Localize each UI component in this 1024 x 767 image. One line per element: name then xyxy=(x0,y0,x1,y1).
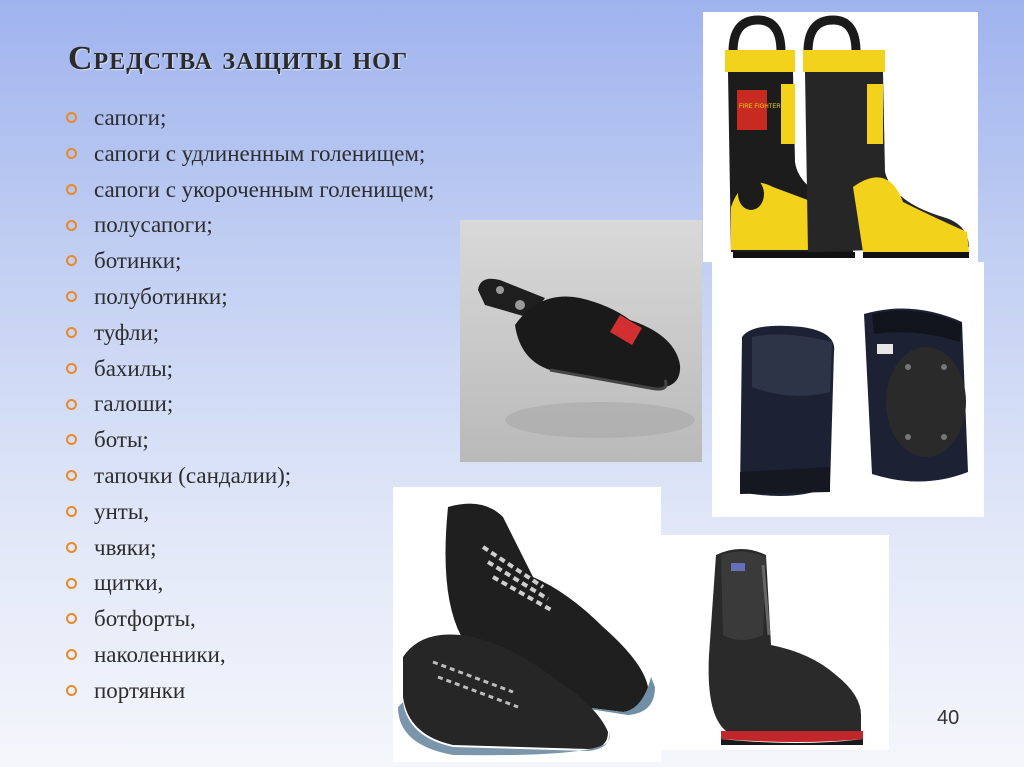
list-item: бахилы; xyxy=(66,351,434,387)
knee-pads-photo xyxy=(712,262,984,517)
list-item: боты; xyxy=(66,422,434,458)
bullet-icon xyxy=(66,291,77,302)
list-item: тапочки (сандалии); xyxy=(66,458,434,494)
list-item: сапоги; xyxy=(66,100,434,136)
welder-boot-image xyxy=(661,535,889,750)
list-item: сапоги с удлиненным голенищем; xyxy=(66,136,434,172)
fire-boots-image xyxy=(703,12,978,262)
list-item: полуботинки; xyxy=(66,279,434,315)
page-number: 40 xyxy=(937,707,960,729)
list-item: галоши; xyxy=(66,386,434,422)
overshoe-photo xyxy=(460,220,702,462)
fire-boots-photo xyxy=(703,12,978,262)
protective-footwear-list xyxy=(66,100,434,709)
welder-boot-photo xyxy=(661,535,889,750)
list-item: сапоги с укороченным голенищем; xyxy=(66,172,434,208)
list-item: наколенники, xyxy=(66,637,434,673)
boots-label: FIRE FIGHTER xyxy=(739,104,781,110)
bullet-icon xyxy=(66,649,77,660)
bullet-icon xyxy=(66,148,77,159)
bullet-icon xyxy=(66,506,77,517)
bullet-icon xyxy=(66,542,77,553)
bullet-icon xyxy=(66,255,77,266)
list-item: полусапоги; xyxy=(66,207,434,243)
work-boots-photo xyxy=(393,487,661,762)
bullet-icon xyxy=(66,685,77,696)
bullet-icon xyxy=(66,184,77,195)
bullet-icon xyxy=(66,578,77,589)
slide-title: Средства защиты ног xyxy=(68,40,409,77)
list-item: щитки, xyxy=(66,565,434,601)
list-item: ботинки; xyxy=(66,243,434,279)
bullet-icon xyxy=(66,399,77,410)
bullet-icon xyxy=(66,112,77,123)
bullet-icon xyxy=(66,434,77,445)
bullet-icon xyxy=(66,327,77,338)
bullet-icon xyxy=(66,220,77,231)
list-item: портянки xyxy=(66,673,434,709)
bullet-icon xyxy=(66,363,77,374)
list-item: ботфорты, xyxy=(66,601,434,637)
overshoe-image xyxy=(460,220,702,462)
knee-pads-image xyxy=(712,262,984,517)
bullet-icon xyxy=(66,613,77,624)
list-item: чвяки; xyxy=(66,530,434,566)
work-boots-image xyxy=(393,487,661,762)
list-item: унты, xyxy=(66,494,434,530)
bullet-icon xyxy=(66,470,77,481)
list-item: туфли; xyxy=(66,315,434,351)
